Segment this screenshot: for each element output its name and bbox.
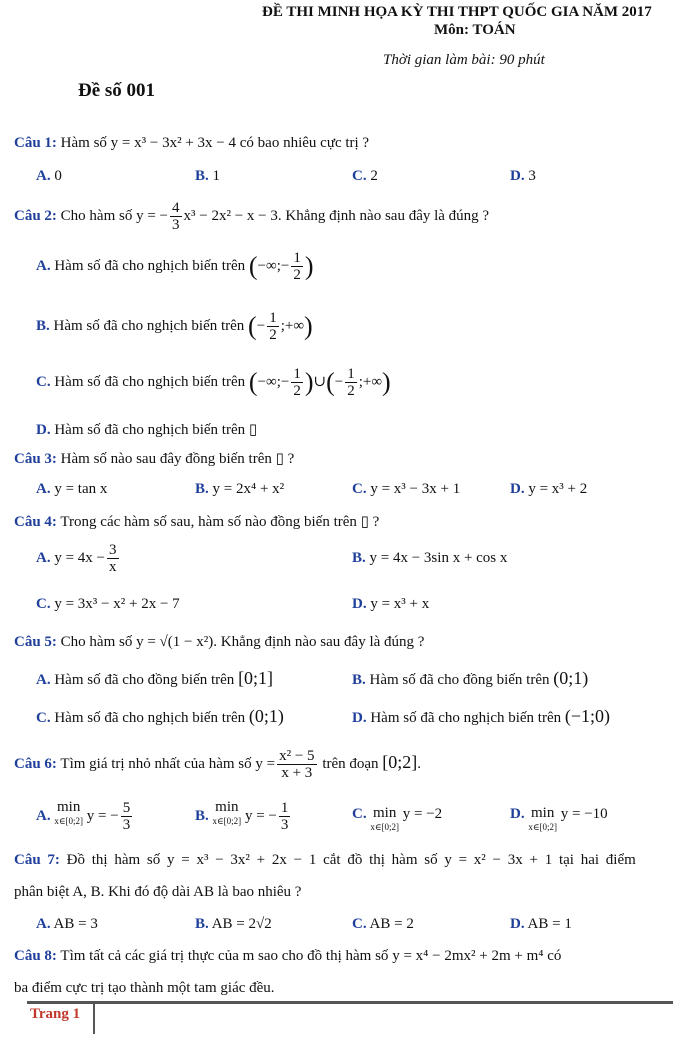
question-3: Câu 3: Hàm số nào sau đây đồng biến trên ▯ ? — [14, 451, 295, 467]
option-d: D. AB = 1 — [510, 916, 572, 932]
question-5: Câu 5: Cho hàm số y = √(1 − x²). Khẳng định nào sau đây là đúng ? — [14, 634, 425, 650]
option-a: A. min x∈[0;2] y = − $\frac{5}{3}$ — [36, 799, 131, 833]
option-c: C. y = 3x³ − x² + 2x − 7 — [36, 596, 180, 612]
question-2: Câu 2: Cho hàm số y = − $\frac{4}{3}$ x³ − 2x² − x − 3. Khẳng định nào sau đây là đúng ? — [14, 200, 490, 233]
option-a: A. 0 — [36, 168, 62, 184]
option-c: C. AB = 2 — [352, 916, 414, 932]
fraction: $\frac{4}{3}$ — [172, 200, 180, 233]
exam-number: Đề số 001 — [78, 80, 156, 101]
question-8: Câu 8: Tìm tất cả các giá trị thực của m sao cho đồ thị hàm số y = x⁴ − 2mx² + 2m + m⁴ có — [14, 948, 562, 964]
question-7-line2: phân biệt A, B. Khi đó độ dài AB là bao nhiêu ? — [14, 884, 302, 900]
option-c: C. Hàm số đã cho nghịch biến trên (−∞;− $\frac{1}{2}$ )∪(− $\frac{1}{2}$ ;+∞) — [36, 366, 391, 399]
option-b: B. min x∈[0;2] y = − $\frac{1}{3}$ — [195, 799, 289, 833]
exam-time: Thời gian làm bài: 90 phút — [383, 52, 545, 68]
option-b: B. y = 2x⁴ + x² — [195, 481, 285, 497]
option-b: B. Hàm số đã cho đồng biến trên (0;1) — [352, 668, 589, 688]
option-d: D. 3 — [510, 168, 536, 184]
exam-title: ĐỀ THI MINH HỌA KỲ THI THPT QUỐC GIA NĂM 2017 — [262, 4, 652, 20]
formula: y = √(1 − x²) — [136, 634, 214, 650]
option-c: C. 2 — [352, 168, 378, 184]
option-d: D. Hàm số đã cho nghịch biến trên ▯ — [36, 422, 258, 438]
option-b: B. Hàm số đã cho nghịch biến trên (− $\frac{1}{2}$ ;+∞) — [36, 310, 313, 343]
option-a: A. y = tan x — [36, 481, 108, 497]
option-d: D. y = x³ + x — [352, 596, 430, 612]
option-d: D. min x∈[0;2] y = −10 — [510, 805, 608, 832]
option-c: C. y = x³ − 3x + 1 — [352, 481, 461, 497]
option-c: C. Hàm số đã cho nghịch biến trên (0;1) — [36, 706, 284, 726]
option-d: D. Hàm số đã cho nghịch biến trên (−1;0) — [352, 706, 611, 726]
question-8-line2: ba điểm cực trị tạo thành một tam giác đều. — [14, 980, 275, 996]
formula: y = x³ − 3x² + 3x − 4 — [110, 135, 237, 151]
page-number: Trang 1 — [30, 1006, 81, 1022]
question-1: Câu 1: Hàm số y = x³ − 3x² + 3x − 4 có bao nhiêu cực trị ? — [14, 135, 370, 151]
option-d: D. y = x³ + 2 — [510, 481, 588, 497]
exam-subject: Môn: TOÁN — [434, 22, 516, 38]
option-c: C. min x∈[0;2] y = −2 — [352, 805, 443, 832]
question-label: Câu 1: — [14, 135, 57, 151]
question-4: Câu 4: Trong các hàm số sau, hàm số nào đồng biến trên ▯ ? — [14, 514, 380, 530]
option-a: A. AB = 3 — [36, 916, 98, 932]
option-a: A. Hàm số đã cho nghịch biến trên (−∞;− $\frac{1}{2}$ ) — [36, 250, 314, 283]
question-6: Câu 6: Tìm giá trị nhỏ nhất của hàm số y = $\frac{\text{x² − 5}}{x + 3}$ trên đoạn [0;2]. — [14, 748, 422, 781]
option-a: A. y = 4x − $\frac{3}{x}$ — [36, 542, 117, 575]
question-7: Câu 7: Đồ thị hàm số y = x³ − 3x² + 2x − 1 cắt đồ thị hàm số y = x² − 3x + 1 tại hai điểm — [14, 852, 636, 868]
page-number-bar — [93, 1004, 95, 1034]
option-b: B. y = 4x − 3sin x + cos x — [352, 550, 508, 566]
option-a: A. Hàm số đã cho đồng biến trên [0;1] — [36, 668, 274, 688]
option-b: B. 1 — [195, 168, 221, 184]
option-b: B. AB = 2√2 — [195, 916, 272, 932]
footer-divider — [27, 1001, 673, 1004]
